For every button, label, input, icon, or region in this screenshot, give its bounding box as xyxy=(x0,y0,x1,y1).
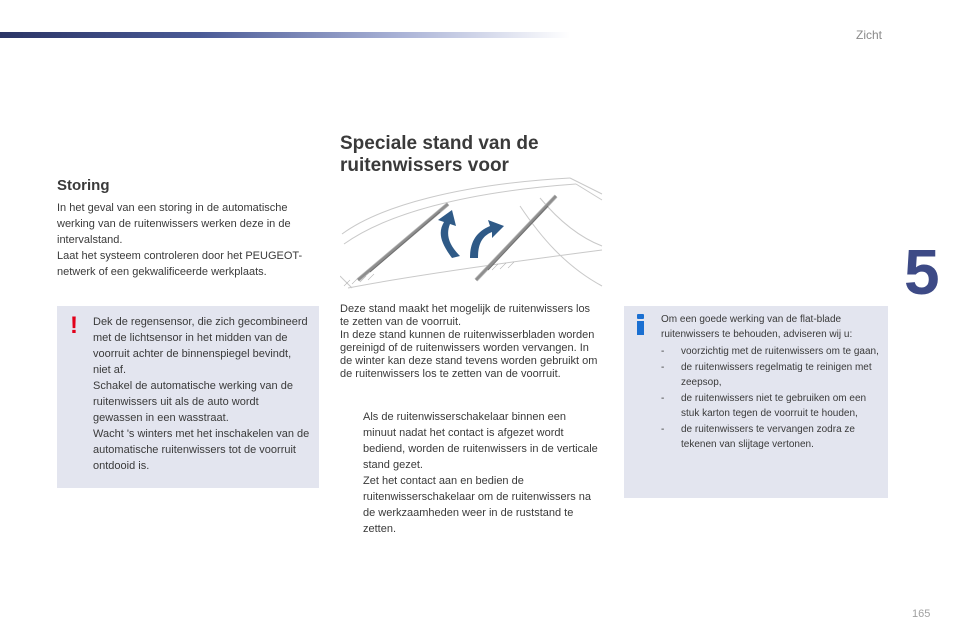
wiper-illustration xyxy=(340,176,604,296)
special-paragraph: Deze stand maakt het mogelijk de ruitenwissers los te zetten van de voorruit. xyxy=(340,303,591,328)
info-icon xyxy=(635,312,647,336)
special-intro xyxy=(340,303,602,381)
special-paragraph: In deze stand kunnen de ruitenwisserbladen worden gereinigd of de ruitenwissers worden vervangen. In de winter kan deze stand tevens worden gebruikt om de ruitenwissers los te zetten van de voorruit. xyxy=(340,329,598,380)
arrow-left-icon xyxy=(438,210,460,258)
storing-text xyxy=(57,200,319,280)
warning-box xyxy=(57,306,319,488)
header-gradient-bar xyxy=(0,32,570,38)
arrow-right-icon xyxy=(470,220,504,258)
step-item xyxy=(340,473,602,537)
exclamation-icon: ! xyxy=(70,312,78,339)
page-number: 165 xyxy=(912,608,931,620)
special-heading: Speciale stand van de ruitenwissers voor xyxy=(340,133,539,176)
info-box xyxy=(624,306,888,498)
list-item: - de ruitenwissers te vervangen zodra ze tekenen van slijtage vertonen. xyxy=(661,424,855,450)
step-item xyxy=(340,409,602,473)
info-list xyxy=(661,344,885,453)
list-item: - de ruitenwissers niet te gebruiken om een stuk karton tegen de voorruit te houden, xyxy=(661,393,867,419)
warning-paragraph: Schakel de automatische werking van de ruitenwissers uit als de auto wordt gewassen in een wasstraat. xyxy=(93,380,293,424)
step-text: Als de ruitenwisserschakelaar binnen een minuut nadat het contact is afgezet wordt bediend, worden de ruitenwissers in de verticale stand gezet. xyxy=(363,411,598,471)
section-title: Zicht xyxy=(856,28,883,42)
chapter-number: 5 xyxy=(904,236,940,308)
list-item: - voorzichtig met de ruitenwissers om te gaan, xyxy=(661,346,879,357)
warning-text xyxy=(93,314,311,474)
special-steps xyxy=(340,409,602,537)
info-intro: Om een goede werking van de flat-blade ruitenwissers te behouden, adviseren wij u: xyxy=(661,314,853,340)
storing-paragraph: In het geval van een storing in de automatische werking van de ruitenwissers werken deze in de intervalstand. xyxy=(57,202,291,246)
storing-heading: Storing xyxy=(57,177,110,194)
warning-paragraph: Wacht 's winters met het inschakelen van de automatische ruitenwissers tot de voorruit ontdooid is. xyxy=(93,428,310,472)
step-text: Zet het contact aan en bedien de ruitenwisserschakelaar om de ruitenwissers na de werkzaamheden weer in de ruststand te zetten. xyxy=(363,475,592,535)
storing-paragraph: Laat het systeem controleren door het PEUGEOT-netwerk of een gekwalificeerde werkplaats. xyxy=(57,250,303,278)
warning-paragraph: Dek de regensensor, die zich gecombineerd met de lichtsensor in het midden van de voorruit achter de binnenspiegel bevindt, niet af. xyxy=(93,316,308,376)
list-item: - de ruitenwissers regelmatig te reinigen met zeepsop, xyxy=(661,362,872,388)
